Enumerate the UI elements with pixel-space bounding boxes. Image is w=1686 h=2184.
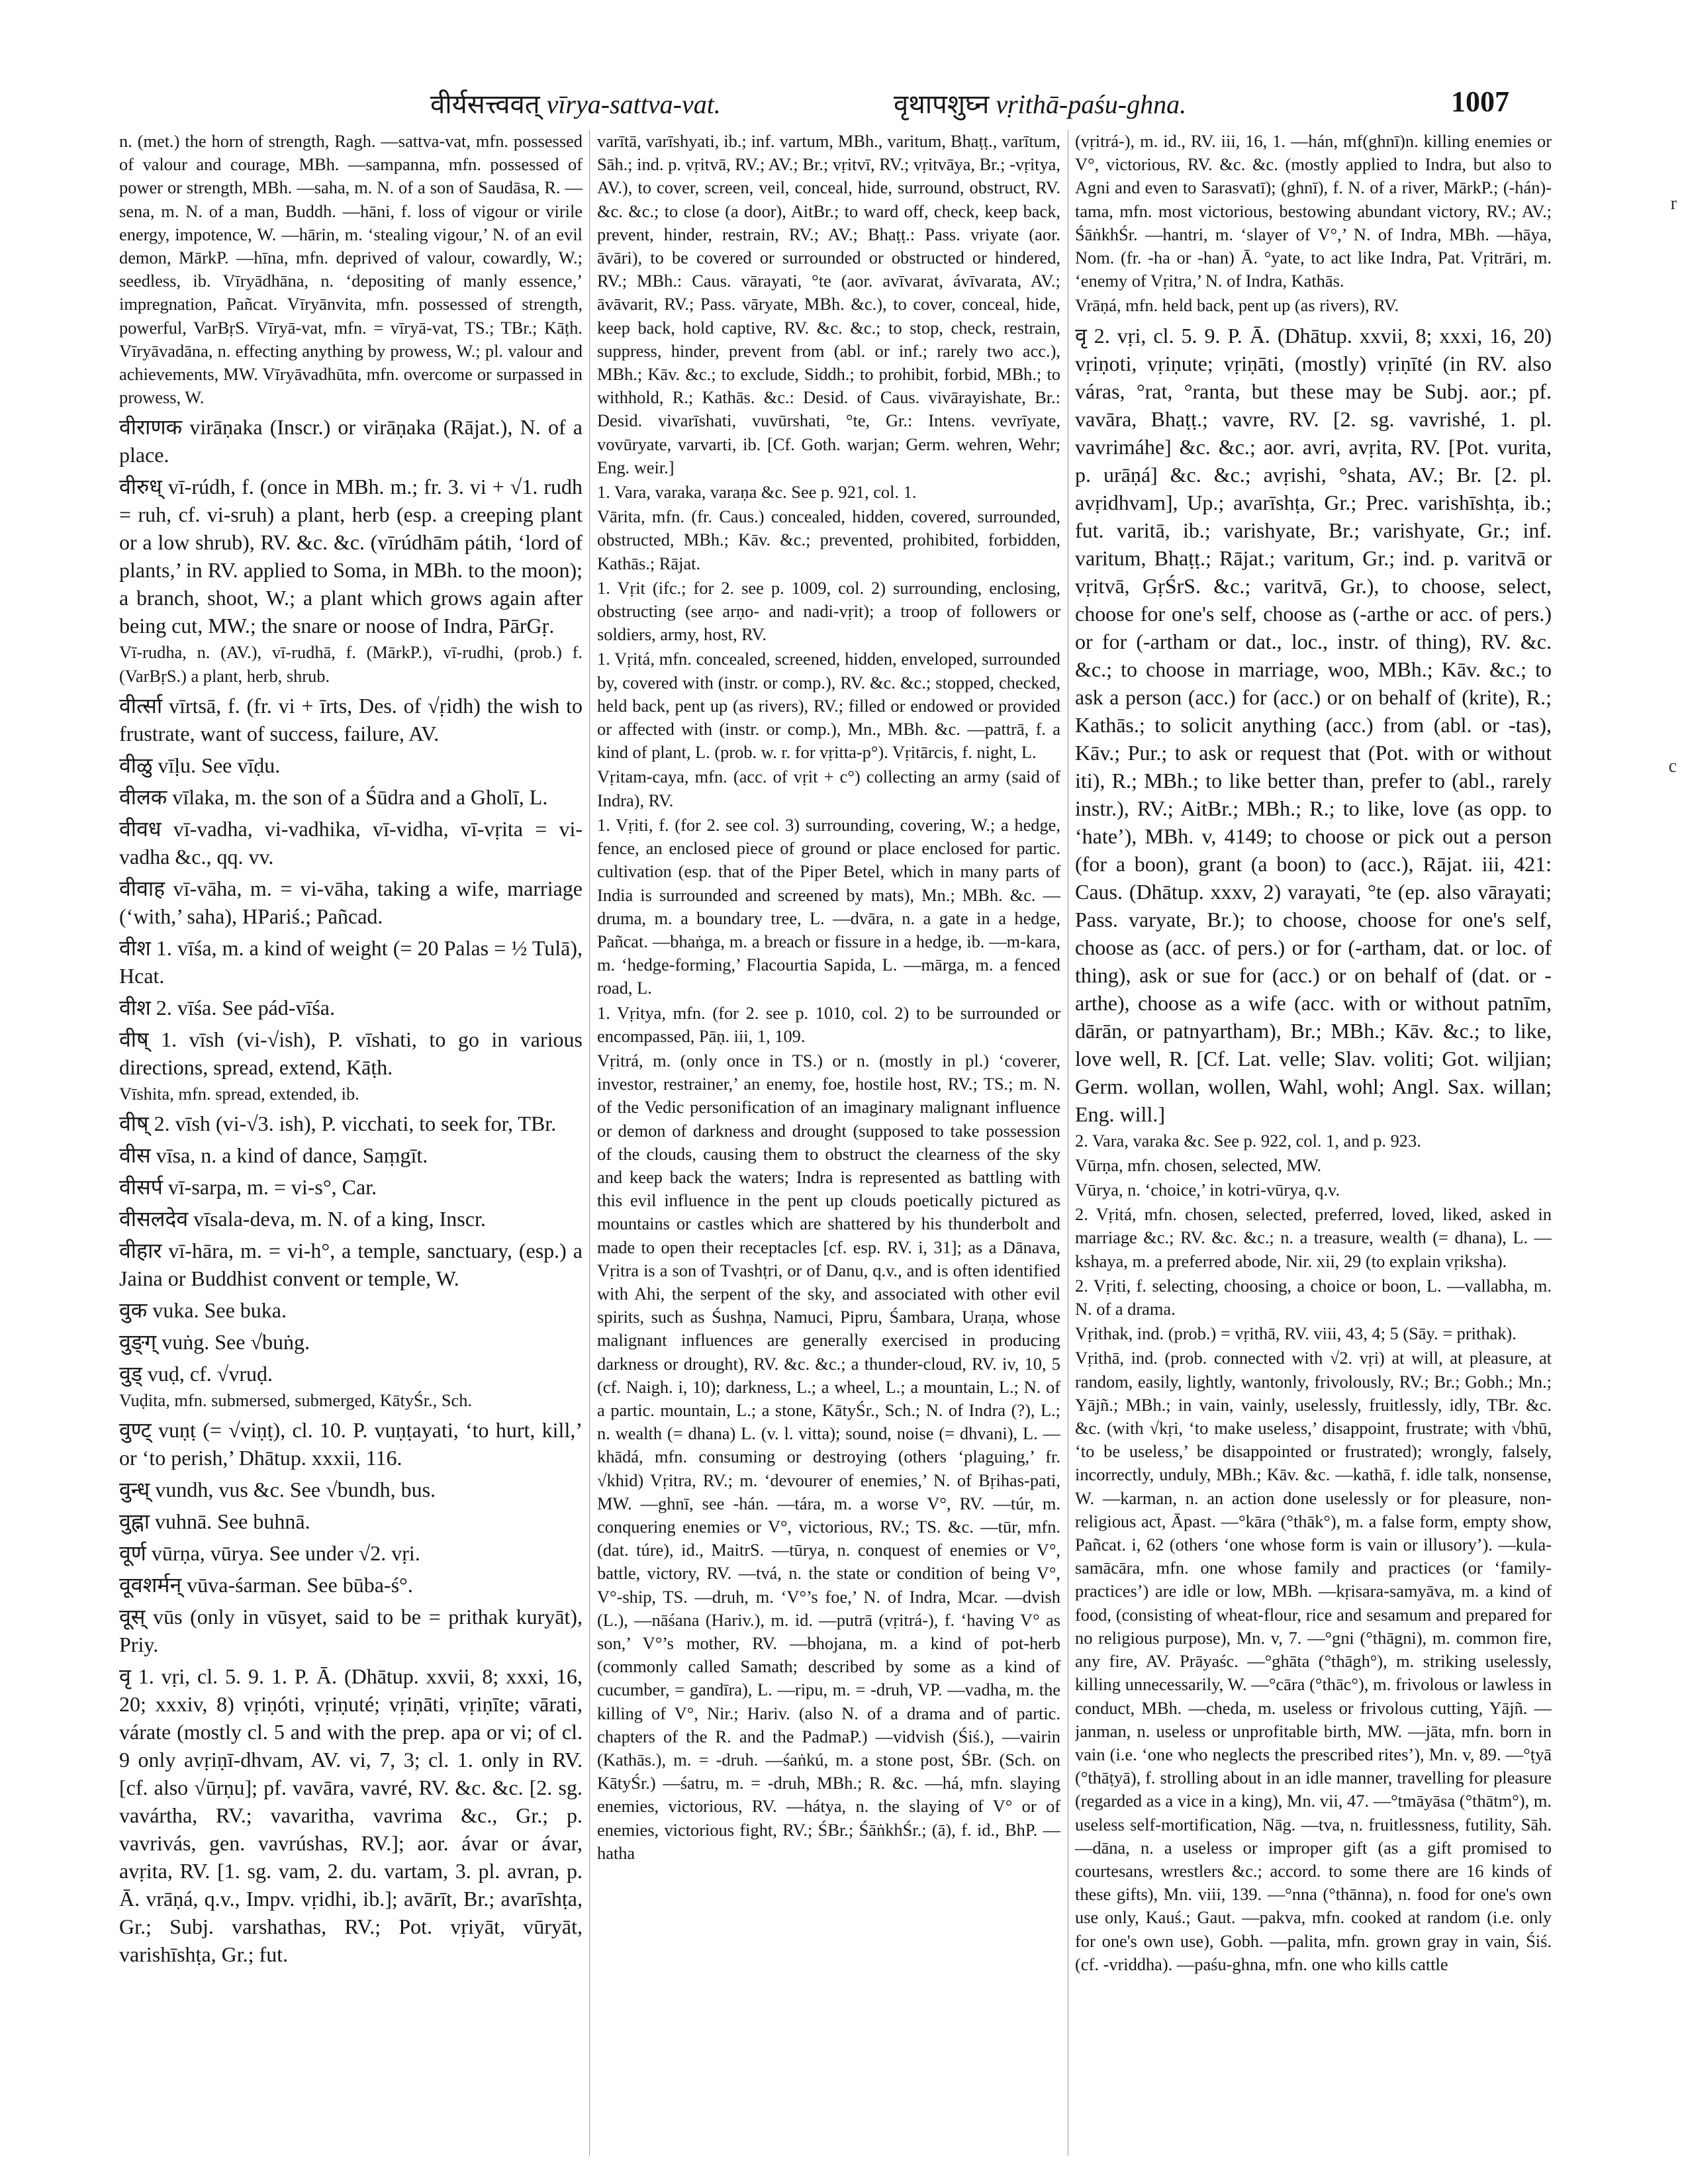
dictionary-entry: Vūrṇa, mfn. chosen, selected, MW. bbox=[1075, 1155, 1322, 1175]
dictionary-entry: 1. Vṛitá, mfn. concealed, screened, hidden, enveloped, surrounded by, covered with (instr. or comp.), RV. &c. &c.; stopped, checked, held back, pent up (as rivers), RV.; filled or endowed or provided or affected with (instr. or comp.), Mn., MBh. &c. —pattrā, f. a kind of plant, L. (prob. w. r. for vṛitta-p°). Vṛitārcis, f. night, L. bbox=[597, 649, 1060, 763]
margin-mark: r bbox=[1670, 193, 1677, 214]
dictionary-entry: वुह्ना vuhnā. See buhnā. bbox=[119, 1509, 310, 1534]
left-head-roman: vīrya-sattva-vat. bbox=[546, 89, 721, 119]
center-head-devanagari: वृथापशुघ्न bbox=[894, 89, 990, 119]
column-3 bbox=[1075, 130, 1552, 2162]
dictionary-entry: 2. Vṛitá, mfn. chosen, selected, preferred, loved, liked, asked in marriage &c.; RV. &c. &c.; n. a treasure, wealth (= dhana), L. —kshaya, m. a preferred abode, Nir. xii, 29 (to explain vṛiksha). bbox=[1075, 1204, 1552, 1271]
dictionary-entry: वूर्ण vūrṇa, vūrya. See under √2. vṛi. bbox=[119, 1541, 420, 1566]
dictionary-entry: वीस vīsa, n. a kind of dance, Saṃgīt. bbox=[119, 1143, 428, 1168]
dictionary-entry: Vrāṇá, mfn. held back, pent up (as rivers), RV. bbox=[1075, 295, 1399, 316]
dictionary-entry: वुङ्ग् vuṅg. See √buṅg. bbox=[119, 1330, 310, 1354]
margin-mark: c bbox=[1668, 756, 1677, 777]
dictionary-entry: वीवध vī-vadha, vi-vadhika, vī-vidha, vī-vṛita = vi-vadha &c., qq. vv. bbox=[119, 816, 583, 869]
dictionary-entry: वीराणक virāṇaka (Inscr.) or virāṇaka (Rājat.), N. of a place. bbox=[119, 415, 583, 467]
dictionary-entry: Vī-rudha, n. (AV.), vī-rudhā, f. (MārkP.), vī-rudhi, (prob.) f. (VarBṛS.) a plant, herb, shrub. bbox=[119, 642, 583, 686]
dictionary-entry: वुक vuka. See buka. bbox=[119, 1298, 287, 1323]
dictionary-entry: वीसर्प vī-sarpa, m. = vi-s°, Car. bbox=[119, 1175, 377, 1200]
dictionary-entry: Vṛitam-caya, mfn. (acc. of vṛit + c°) collecting an army (said of Indra), RV. bbox=[597, 767, 1060, 810]
dictionary-entry: वुन्ध् vundh, vus &c. See √bundh, bus. bbox=[119, 1478, 436, 1502]
dictionary-entry: (vṛitrá-), m. id., RV. iii, 16, 1. —hán, mf(ghnī)n. killing enemies or V°, victorious, RV. &c. &c. (mostly applied to Indra, but also to Agni and even to Sarasvatī); (ghnī), f. N. of a river, MārkP.; (-hán)-tama, mfn. most victorious, bestowing abundant victory, RV.; AV.; ŚāṅkhŚr. —hantri, m. ‘slayer of V°,’ N. of Indra, MBh. —hāya, Nom. (fr. -ha or -han) Ā. °yate, to act like Indra, Pat. Vṛitrāri, m. ‘enemy of Vṛitra,’ N. of Indra, Kathās. bbox=[1075, 131, 1552, 291]
dictionary-entry: वीसलदेव vīsala-deva, m. N. of a king, Inscr. bbox=[119, 1207, 486, 1231]
dictionary-entry: वीश 1. vīśa, m. a kind of weight (= 20 Palas = ½ Tulā), Hcat. bbox=[119, 935, 583, 988]
dictionary-entry: वीहार vī-hāra, m. = vi-h°, a temple, sanctuary, (esp.) a Jaina or Buddhist convent or temple, W. bbox=[119, 1239, 583, 1291]
column-2 bbox=[597, 130, 1060, 2162]
center-running-head bbox=[894, 85, 1186, 121]
dictionary-entry: Vīshita, mfn. spread, extended, ib. bbox=[119, 1083, 359, 1104]
column-divider bbox=[589, 130, 590, 2156]
page-number: 1007 bbox=[1451, 85, 1509, 118]
left-head-devanagari: वीर्यसत्त्ववत् bbox=[430, 89, 540, 119]
dictionary-entry: वीष् 2. vīsh (vi-√3. ish), P. vicchati, to seek for, TBr. bbox=[119, 1112, 557, 1136]
dictionary-entry: Vuḍita, mfn. submersed, submerged, KātyŚr., Sch. bbox=[119, 1390, 473, 1411]
dictionary-entry: n. (met.) the horn of strength, Ragh. —sattva-vat, mfn. possessed of valour and courage, MBh. —sampanna, mfn. possessed of power or strength, MBh. —saha, m. N. of a son of Saudāsa, R. —sena, m. N. of a man, Buddh. —hāni, f. loss of vigour or virile energy, impotence, W. —hārin, m. ‘stealing vigour,’ N. of an evil demon, MārkP. —hīna, mfn. deprived of valour, cowardly, W.; seedless, ib. Vīryādhāna, n. ‘depositing of manly essence,’ impregnation, Pañcat. Vīryānvita, mfn. possessed of strength, powerful, VarBṛS. Vīryā-vat, mfn. = vīryā-vat, TS.; TBr.; Kāṭh. Vīryāvadāna, n. effecting anything by prowess, W.; pl. valour and achievements, MW. Vīryāvadhūta, mfn. overcome or surpassed in prowess, W. bbox=[119, 131, 583, 408]
dictionary-entry: Vṛithā, ind. (prob. connected with √2. vṛi) at will, at pleasure, at random, easily, lightly, wantonly, frivolously, RV.; Br.; Gobh.; Mn.; Yājñ.; MBh.; in vain, vainly, uselessly, fruitlessly, idly, TBr. &c. &c. (with √kṛi, ‘to make useless,’ disappoint, frustrate; with √bhū, ‘to be useless,’ be disappointed or frustrated); wrongly, falsely, incorrectly, unduly, MBh.; Kāv. &c. —kathā, f. idle talk, nonsense, W. —karman, n. an action done uselessly or for pleasure, non-religious act, Āpast. —°kāra (°thāk°), m. a false form, empty show, Pañcat. i, 62 (others ‘one whose form is vain or illusory’). —kula-samācāra, mfn. one whose family and practices (or ‘family-practices’) are idle or low, MBh. —kṛisara-samyāva, m. a kind of food, (consisting of wheat-flour, rice and sesamum and prepared for no religious purpose), Mn. v, 7. —°gni (°thāgni), m. common fire, any fire, AV. Prāyaśc. —°ghāta (°thāgh°), m. striking uselessly, killing unnecessarily, W. —°cāra (°thāc°), m. frivolous or lawless in conduct, MBh. —cheda, m. useless or frivolous cutting, Yājñ. —janman, n. useless or unprofitable birth, MW. —jāta, mfn. born in vain (i.e. ‘one who neglects the prescribed rites’), Mn. v, 89. —°ṭyā (°thāṭyā), f. strolling about in an idle manner, travelling for pleasure (regarded as a vice in a king), Mn. vii, 47. —°tmāyāsa (°thātm°), m. useless self-mortification, Nāg. —tva, n. fruitlessness, futility, Sāh. —dāna, n. a useless or improper gift (as a gift promised to courtesans, wrestlers &c.; accord. to some there are 16 kinds of these gifts), Mn. viii, 139. —°nna (°thānna), n. food for one's own use only, Kauś.; Gaut. —pakva, mfn. cooked at random (i.e. only for one's own use), Gobh. —palita, mfn. grown gray in vain, Śiś. (cf. -vriddha). —paśu-ghna, mfn. one who kills cattle bbox=[1075, 1348, 1552, 1974]
dictionary-entry: वुड् vuḍ, cf. √vruḍ. bbox=[119, 1362, 273, 1386]
dictionary-entry: वीश 2. vīśa. See pád-vīśa. bbox=[119, 995, 335, 1020]
dictionary-entry: Vūrya, n. ‘choice,’ in kotri-vūrya, q.v. bbox=[1075, 1180, 1340, 1200]
column-1 bbox=[119, 130, 583, 2162]
dictionary-entry: वीवाह vī-vāha, m. = vi-vāha, taking a wife, marriage (‘with,’ saha), HPariś.; Pañcad. bbox=[119, 876, 583, 928]
dictionary-entry: Vṛithak, ind. (prob.) = vṛithā, RV. viii, 43, 4; 5 (Sāy. = prithak). bbox=[1075, 1323, 1517, 1344]
center-head-roman: vṛithā-paśu-ghna. bbox=[996, 89, 1187, 119]
dictionary-entry: Vārita, mfn. (fr. Caus.) concealed, hidden, covered, surrounded, obstructed, MBh.; Kāv. &c.; prevented, prohibited, forbidden, Kathās.; Rājat. bbox=[597, 506, 1060, 573]
dictionary-entry: वृ 1. vṛi, cl. 5. 9. 1. P. Ā. (Dhātup. xxvii, 8; xxxi, 16, 20; xxxiv, 8) vṛiṇóti, vṛiṇuté; vṛiṇāti, vṛiṇīte; vārati, várate (mostly cl. 5 and with the prep. apa or vi; of cl. 9 only avṛiṇī-dhvam, AV. vi, 7, 3; cl. 1. only in RV. [cf. also √ūrṇu]; pf. vavāra, vavré, RV. &c. &c. [2. sg. vavártha, RV.; vavaritha, vavrima &c., Gr.; p. vavrivás, gen. vavrúshas, RV.]; aor. ávar or ávar, avṛita, RV. [1. sg. vam, 2. du. vartam, 3. pl. avran, p. Ā. vrāṇá, q.v., Impv. vṛidhi, ib.]; avārīt, Br.; avarīshṭa, Gr.; Subj. varshathas, RV.; Pot. vṛiyāt, vūryāt, varishīshṭa, Gr.; fut. bbox=[119, 1664, 583, 1967]
dictionary-entry: वीलक vīlaka, m. the son of a Śūdra and a Gholī, L. bbox=[119, 784, 548, 809]
dictionary-entry: 2. Vṛiti, f. selecting, choosing, a choice or boon, L. —vallabha, m. N. of a drama. bbox=[1075, 1275, 1552, 1319]
dictionary-entry: वीष् 1. vīsh (vi-√ish), P. vīshati, to go in various directions, spread, extend, Kāṭh. bbox=[119, 1027, 583, 1079]
dictionary-entry: वीळु vīḷu. See vīḍu. bbox=[119, 753, 281, 777]
dictionary-entry: वीरुध् vī-rúdh, f. (once in MBh. m.; fr. 3. vi + √1. rudh = ruh, cf. vi-sruh) a plant, herb (esp. a creeping plant or a low shrub), RV. &c. &c. (vīrúdhām pátih, ‘lord of plants,’ in RV. applied to Soma, in MBh. to the moon); a branch, shoot, W.; a plant which grows again after being cut, MW.; the snare or noose of Indra, PārGṛ. bbox=[119, 475, 583, 638]
dictionary-entry: 1. Vṛiti, f. (for 2. see col. 3) surrounding, covering, W.; a hedge, fence, an enclosed piece of ground or place enclosed for partic. cultivation (esp. that of the Piper Betel, which in many parts of India is surrounded and screened by mats), Mn.; MBh. &c. —druma, m. a boundary tree, L. —dvāra, n. a gate in a hedge, Pañcat. —bhaṅga, m. a breach or fissure in a hedge, ib. —m-kara, m. ‘hedge-forming,’ Flacourtia Sapida, L. —mārga, m. a fenced road, L. bbox=[597, 814, 1060, 998]
dictionary-entry: वीर्त्सा vīrtsā, f. (fr. vi + īrts, Des. of √ṛidh) the wish to frustrate, want of success, failure, AV. bbox=[119, 693, 583, 745]
dictionary-entry: 1. Vṛitya, mfn. (for 2. see p. 1010, col. 2) to be surrounded or encompassed, Pāṇ. iii, 1, 109. bbox=[597, 1002, 1060, 1046]
dictionary-entry: वूवशर्मन् vūva-śarman. See būba-ś°. bbox=[119, 1573, 413, 1597]
dictionary-entry: Vṛitrá, m. (only once in TS.) or n. (mostly in pl.) ‘coverer, investor, restrainer,’ an enemy, foe, hostile host, RV.; TS.; m. N. of the Vedic personification of an imaginary malignant influence or demon of darkness and drought (supposed to take possession of the clouds, causing them to obstruct the clearness of the sky and keep back the waters; Indra is represented as battling with this evil influence in the pent up clouds poetically pictured as mountains or castles which are shattered by his thunderbolt and made to open their receptacles [cf. esp. RV. i, 31]; as a Dānava, Vṛitra is a son of Tvashṭri, or of Danu, q.v., and is often identified with Ahi, the serpent of the sky, and associated with other evil spirits, such as Śushṇa, Namuci, Pipru, Śambara, Uraṇa, whose malignant influences are generally exercised in producing darkness or drought), RV. &c. &c.; a thunder-cloud, RV. iv, 10, 5 (cf. Naigh. i, 10); darkness, L.; a wheel, L.; a mountain, L.; N. of a partic. mountain, L.; a stone, KātyŚr., Sch.; N. of Indra (?), L.; n. wealth (= dhana) L. (v. l. vitta); sound, noise (= dhvani), L. —khādá, mfn. consuming or destroying (others ‘plaguing,’ fr. √khid) Vṛitra, RV.; m. ‘devourer of enemies,’ N. of Bṛihas-pati, MW. —ghnī, see -hán. —tára, m. a worse V°, RV. —túr, m. conquering enemies or V°, victorious, RV.; TS. &c. —tūr, mfn. (dat. túre), id., MaitrS. —tūrya, n. conquest of enemies or V°, battle, victory, RV. —tvá, n. the state or condition of being V°, V°-ship, TS. —druh, m. ‘V°’s foe,’ N. of Indra, Mcar. —dvish (L.), —nāśana (Hariv.), m. id. —putrā (vṛitrá-), f. ‘having V° as son,’ V°’s mother, RV. —bhojana, m. a kind of pot-herb (commonly called Samath; described by some as a kind of cucumber, = gandīra), L. —ripu, m. = -druh, VP. —vadha, m. the killing of V°, Nir.; Hariv. (also N. of a drama and of partic. chapters of the R. and the PadmaP.) —vidvish (Śiś.), —vairin (Kathās.), m. = -druh. —śaṅkú, m. a stone post, ŚBr. (Sch. on KātyŚr.) —śatru, m. = -druh, MBh.; R. &c. —há, mfn. slaying enemies, victorious, RV. —hátya, n. the slaying of V° or of enemies, victorious fight, RV.; ŚBr.; ŚāṅkhŚr.; (ā), f. id., BhP. —hatha bbox=[597, 1050, 1060, 1863]
page-header bbox=[119, 85, 1509, 124]
dictionary-entry: वृ 2. vṛi, cl. 5. 9. P. Ā. (Dhātup. xxvii, 8; xxxi, 16, 20) vṛiṇoti, vṛiṇute; vṛiṇāti, (mostly) vṛiṇīté (in RV. also váras, °rat, °ranta, but these may be Subj. aor.; pf. vavāra, Bhaṭṭ.; vavre, RV. [2. sg. vavrishé, 1. pl. vavrimáhe] &c. &c.; aor. avri, avṛita, RV. [Pot. vurita, p. urāṇá] &c. &c.; avṛishi, °shata, AV.; Br. [2. pl. avṛidhvam], Up.; avarīshṭa, Gr.; Prec. varishīshṭa, ib.; fut. varitā, ib.; varishyate, Br.; varishyate, Gr.; inf. varitum, Bhaṭṭ.; Rājat.; varitum, Gr.; ind. p. varitvā or vṛitvā, GṛŚrS. &c.; varitvā, Gr.), to choose, select, choose for one's self, choose as (-arthe or acc. of pers.) or for (-artham or dat., loc., instr. of thing), RV. &c. &c.; to choose in marriage, woo, MBh.; Kāv. &c.; to ask a person (acc.) for (acc.) or on behalf of (krite), R.; Kathās.; to solicit anything (acc.) from (abl. or -tas), Kāv.; Pur.; to ask or request that (Pot. with or without iti), R.; MBh.; to like better than, prefer to (abl., rarely instr.), RV.; AitBr.; MBh.; R.; to like, love (as opp. to ‘hate’), MBh. v, 4149; to choose or pick out a person (for a boon), grant (a boon) to (acc.), Rājat. iii, 421: Caus. (Dhātup. xxxv, 2) varayati, °te (ep. also vārayati; Pass. varyate, Br.); to choose, choose for one's self, choose as (acc. of pers.) or for (-artham, dat. or loc. of thing), ask or sue for (acc.) or on behalf of (dat. or -arthe), choose as a wife (acc. with or without patnīm, dārān, or patnyartham), Br.; MBh.; Kāv. &c.; to like, love well, R. [Cf. Lat. velle; Slav. voliti; Got. wiljian; Germ. wollan, wollen, Wahl, wohl; Angl. Sax. willan; Eng. will.] bbox=[1075, 323, 1552, 1126]
dictionary-entry: 1. Vṛit (ifc.; for 2. see p. 1009, col. 2) surrounding, enclosing, obstructing (see arṇo- and nadi-vṛit); a troop of followers or soldiers, army, host, RV. bbox=[597, 577, 1060, 645]
dictionary-entry: 1. Vara, varaka, varaṇa &c. See p. 921, col. 1. bbox=[597, 482, 917, 502]
dictionary-entry: 2. Vara, varaka &c. See p. 922, col. 1, and p. 923. bbox=[1075, 1130, 1421, 1151]
dictionary-entry: वुण्ट् vuṇṭ (= √viṇṭ), cl. 10. P. vuṇṭayati, ‘to hurt, kill,’ or ‘to perish,’ Dhātup. xxxii, 116. bbox=[119, 1418, 583, 1470]
dictionary-entry: varītā, varīshyati, ib.; inf. vartum, MBh., varitum, Bhaṭṭ., varītum, Sāh.; ind. p. vṛitvā, RV.; AV.; Br.; vṛitvī, RV.; vṛitvāya, Br.; -vṛitya, AV.), to cover, screen, veil, conceal, hide, surround, obstruct, RV. &c. &c.; to close (a door), AitBr.; to ward off, check, keep back, prevent, hinder, restrain, RV.; AV.; Bhaṭṭ.: Pass. vriyate (aor. āvāri), to be covered or surrounded or obstructed or hindered, RV.; MBh.: Caus. vārayati, °te (aor. avīvarat, ávīvarata, AV.; āvāvarit, RV.; Pass. vāryate, MBh. &c.), to cover, conceal, hide, keep back, hold captive, RV. &c. &c.; to stop, check, restrain, suppress, hinder, prevent from (abl. or inf.; rarely two acc.), MBh.; Kāv. &c.; to exclude, Siddh.; to prohibit, forbid, MBh.; to withhold, R.; Kathās. &c.: Desid. of Caus. vivārayishate, Br.: Desid. vivarīshati, vuvūrshati, °te, Gr.: Intens. vevrīyate, vovūryate, varvarti, ib. [Cf. Goth. warjan; Germ. wehren, Wehr; Eng. weir.] bbox=[597, 131, 1060, 477]
dictionary-entry: वूस् vūs (only in vūsyet, said to be = prithak kuryāt), Priy. bbox=[119, 1605, 583, 1657]
left-running-head bbox=[430, 85, 721, 121]
